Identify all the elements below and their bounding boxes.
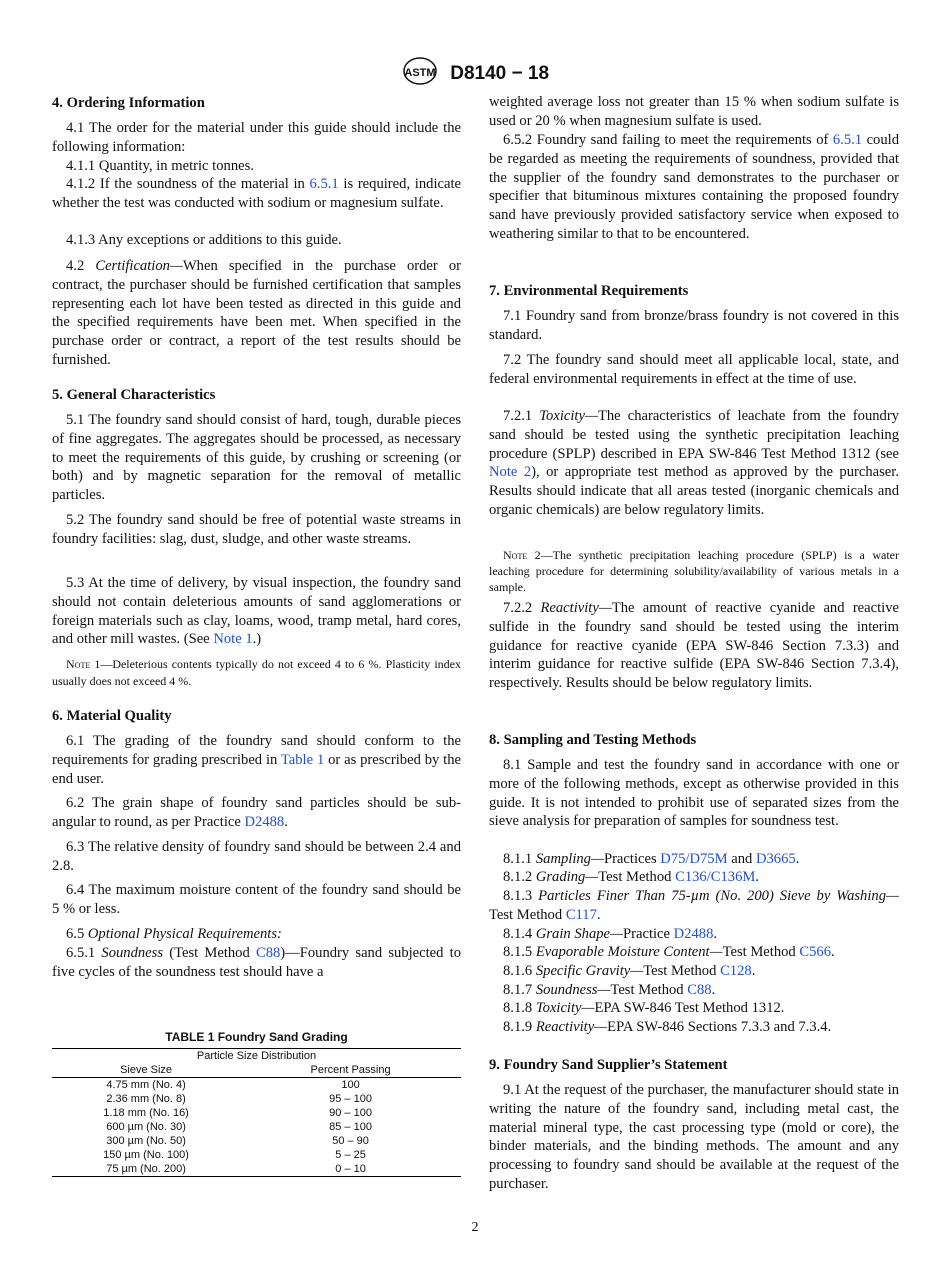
text-segment: 7. Environmental Requirements [489, 283, 689, 299]
paragraph [52, 925, 461, 944]
text-segment: weighted average loss not greater than 15 % when sodium sulfate is used or 20 % when magnesium sulfate is used. [489, 94, 899, 129]
paragraph [489, 407, 899, 520]
text-segment: or as prescribed by the end user. [52, 751, 461, 787]
paragraph [489, 599, 899, 693]
paragraph [489, 925, 899, 944]
text-segment: 4. Ordering Information [52, 95, 205, 111]
astm-logo-icon [401, 56, 439, 92]
text-segment: 9. Foundry Sand Supplier’s Statement [489, 1057, 728, 1073]
page-number: 2 [471, 1220, 479, 1235]
text-segment: 2—The synthetic precipitation leaching procedure (SPLP) is a water leaching procedure for determining solubility/availability of various metals in a sample. [489, 548, 899, 594]
paragraph [52, 257, 461, 370]
percent-passing-cell: 50 – 90 [332, 1135, 369, 1147]
sieve-size-cell: 150 µm (No. 100) [103, 1149, 189, 1161]
sieve-size-cell: 300 µm (No. 50) [106, 1135, 186, 1147]
table-1 [52, 1030, 461, 1177]
text-segment: Certification— [95, 258, 183, 274]
text-segment: Note [66, 657, 91, 671]
text-segment: Test Method [489, 906, 566, 923]
sieve-size-cell: 1.18 mm (No. 16) [103, 1107, 189, 1119]
paragraph [489, 981, 899, 1000]
text-segment: Practice [623, 926, 674, 942]
table-row [52, 1134, 461, 1148]
paragraph [489, 887, 899, 925]
text-segment: . [711, 982, 716, 998]
document-designation: D8140 − 18 [450, 63, 550, 85]
text-segment: ), or appropriate test method as approved by the purchaser. Results should indicate that all areas tested (inorganic chemicals and organic chemicals) are below regulatory limits. [489, 464, 899, 518]
text-segment: Grain Shape— [535, 926, 624, 942]
reference-link[interactable]: Table 1 [280, 751, 325, 768]
table-row [52, 1162, 461, 1177]
text-segment: 8. Sampling and Testing Methods [489, 732, 697, 748]
text-segment: 8.1.7 [503, 982, 536, 998]
text-segment: Sampling— [535, 851, 604, 867]
paragraph [52, 511, 461, 549]
text-segment: 1—Deleterious contents typically do not exceed 4 to 6 %. Plasticity index usually does not exceed 4 %. [52, 657, 461, 688]
note [52, 656, 461, 690]
reference-link[interactable]: D3665 [755, 851, 796, 867]
table-row [52, 1148, 461, 1162]
section-heading [489, 282, 899, 301]
reference-link[interactable]: Note 1 [213, 631, 253, 648]
reference-link[interactable]: C117 [565, 906, 597, 923]
paragraph [52, 411, 461, 505]
reference-link[interactable]: C88 [687, 982, 712, 998]
section-heading [489, 1056, 899, 1075]
text-segment: Reactivity— [535, 1019, 608, 1035]
reference-link[interactable]: C128 [720, 963, 752, 979]
text-segment: could be regarded as meeting the requirements of soundness, provided that the supplier of the foundry sand demonstrates to the purchaser or specifier that bituminous mixtures containing the proposed foundry sand have previously provided satisfactory service when exposed to weathering similar to that to be encountered. [489, 132, 899, 242]
paragraph [52, 157, 461, 176]
text-segment: 5. General Characteristics [52, 387, 216, 403]
paragraph [52, 231, 461, 250]
text-segment: 8.1.5 [503, 944, 536, 960]
text-segment: 6.5 [66, 926, 88, 942]
text-segment: 8.1 Sample and test the foundry sand in accordance with one or more of the following methods, except as otherwise provided in this guide. It is not intended to prohibit use of separated sizes from the sieve analysis for preparation of samples for soundness test. [489, 757, 899, 830]
paragraph [52, 794, 461, 832]
text-segment: 8.1.2 [503, 869, 536, 885]
text-segment: Reactivity— [540, 600, 612, 616]
text-segment: When specified in the purchase order or contract, the purchaser should be furnished certification that samples representing each lot have been tested as directed in this guide and the specified requirements have been met. When specified in the purchase order or contract, a report of the test results should be furnished. [52, 258, 461, 368]
column-header-percent-passing: Percent Passing [240, 1063, 461, 1078]
text-segment: . [755, 869, 760, 885]
text-segment: . [795, 851, 800, 867]
text-segment: 6.4 The maximum moisture content of the foundry sand should be 5 % or less. [52, 882, 461, 917]
column-header-sieve-size: Sieve Size [52, 1063, 240, 1078]
reference-link[interactable]: 6.5.1 [309, 176, 339, 192]
text-segment: EPA SW-846 Test Method 1312. [594, 1000, 785, 1016]
text-segment: Test Method [643, 963, 721, 979]
paragraph [52, 574, 461, 649]
sieve-size-cell: 600 µm (No. 30) [106, 1121, 186, 1133]
table-row [52, 1120, 461, 1134]
paragraph [52, 944, 461, 982]
text-segment: 8.1.6 [503, 963, 536, 979]
text-segment: Practices [603, 851, 661, 867]
text-segment: 8.1.3 [503, 888, 539, 904]
paragraph [52, 881, 461, 919]
text-segment: . [596, 906, 601, 923]
text-segment: . [284, 813, 288, 830]
paragraph [52, 732, 461, 788]
text-segment: 5.3 At the time of delivery, by visual inspection, the foundry sand should not contain deleterious amounts of sand agglomerations or foreign materials such as clay, loams, wood, tramp metal, hard cores, and other mill wastes. (See [52, 575, 461, 648]
text-segment: 9.1 At the request of the purchaser, the manufacturer should state in writing the nature of the foundry sand, including metal cast, the material mineral type, the cast processing type (mold or core), the binder materials, and the binding methods. The amount and any processing to foundry sand should be available at the request of the purchaser. [489, 1082, 899, 1192]
paragraph [489, 1081, 899, 1194]
text-segment: .) [252, 631, 262, 648]
table-row [52, 1092, 461, 1106]
paragraph [489, 307, 899, 345]
text-segment: 6. Material Quality [52, 708, 172, 724]
paragraph [489, 131, 899, 244]
svg-text:ASTM: ASTM [404, 67, 436, 79]
text-segment: Toxicity— [535, 1000, 595, 1016]
text-segment: Test Method [598, 869, 676, 885]
text-segment: The amount of reactive cyanide and reactive sulfide in the foundry sand should be tested using the interim guidance for reactive cyanide (EPA SW-846 Section 7.3.3) and interim guidance for reactive sulfide (EPA SW-846 Section 7.3.4), respectively. Results should be below regulatory limits. [489, 600, 899, 692]
paragraph [489, 943, 899, 962]
paragraph [52, 175, 461, 213]
text-segment: Soundness [101, 945, 164, 961]
text-segment: EPA SW-846 Sections 7.3.3 and 7.3.4. [607, 1019, 832, 1035]
paragraph [489, 999, 899, 1018]
text-segment: 6.2 The grain shape of foundry sand particles should be sub-angular to round, as per Practice [52, 795, 461, 830]
reference-link[interactable]: C566 [799, 944, 832, 960]
table-caption: TABLE 1 Foundry Sand Grading [165, 1030, 348, 1044]
text-segment: Test Method [722, 944, 800, 960]
section-heading [489, 731, 899, 750]
text-segment: 6.5.1 [66, 945, 102, 961]
text-segment: 6.1 The grading of the foundry sand should conform to the requirements for grading prescribed in [52, 733, 461, 768]
reference-link[interactable]: 6.5.1 [832, 132, 863, 148]
text-segment: 4.1.3 Any exceptions or additions to this guide. [66, 232, 342, 248]
paragraph [489, 868, 899, 887]
text-segment: and [727, 851, 756, 867]
text-segment: Note [503, 548, 528, 562]
text-segment: Particles Finer Than 75-µm (No. 200) Sieve by Washing— [538, 888, 899, 904]
text-segment: 7.2.2 [503, 600, 541, 616]
text-segment: 4.1.1 Quantity, in metric tonnes. [66, 158, 254, 174]
text-segment: 8.1.4 [503, 926, 536, 942]
text-segment: 5.1 The foundry sand should consist of hard, tough, durable pieces of fine aggregates. The aggregates should be processed, as necessary to meet the requirements of this guide, by crushing or screening (or both) and by magnetic separation for the removal of metallic particles. [52, 412, 461, 504]
paragraph [489, 962, 899, 981]
grading-table [52, 1048, 461, 1177]
text-segment: 8.1.1 [503, 851, 536, 867]
reference-link[interactable]: D2488 [244, 813, 285, 830]
reference-link[interactable]: Note 2 [489, 464, 532, 481]
table-row [52, 1078, 461, 1093]
paragraph [489, 351, 899, 389]
text-segment: 4.2 [66, 258, 96, 274]
text-segment: Soundness— [535, 982, 611, 998]
paragraph [489, 93, 899, 131]
page-header [0, 56, 950, 92]
text-segment: Evaporable Moisture Content— [535, 944, 723, 960]
percent-passing-cell: 0 – 10 [335, 1163, 366, 1175]
text-segment: 8.1.8 [503, 1000, 536, 1016]
table-group-header: Particle Size Distribution [196, 1050, 317, 1062]
text-segment: is required, indicate whether the test was conducted with sodium or magnesium sulfate. [52, 176, 461, 211]
sieve-size-cell: 75 µm (No. 200) [106, 1163, 186, 1175]
percent-passing-cell: 85 – 100 [329, 1121, 372, 1133]
text-segment: Grading— [535, 869, 599, 885]
text-segment: (Test Method [163, 945, 256, 961]
percent-passing-cell: 95 – 100 [329, 1093, 372, 1105]
text-segment: 4.1 The order for the material under this guide should include the following information: [52, 120, 461, 155]
note [489, 547, 899, 595]
text-segment: 8.1.9 [503, 1019, 536, 1035]
text-segment: 7.2 The foundry sand should meet all applicable local, state, and federal environmental requirements in effect at the time of use. [489, 352, 899, 387]
text-segment: 7.1 Foundry sand from bronze/brass foundry is not covered in this standard. [489, 308, 899, 343]
paragraph [52, 119, 461, 157]
text-segment: . [831, 944, 835, 960]
text-segment: 4.1.2 If the soundness of the material in [66, 176, 310, 192]
text-segment: . [751, 963, 756, 979]
text-segment: Test Method [610, 982, 688, 998]
text-segment: Optional Physical Requirements: [87, 926, 282, 942]
text-segment: . [713, 926, 718, 942]
text-segment: The characteristics of leachate from the foundry sand should be tested using the synthetic precipitation leaching procedure (SPLP) described in EPA SW-846 Test Method 1312 (see [489, 408, 899, 462]
sieve-size-cell: 4.75 mm (No. 4) [106, 1079, 186, 1091]
reference-link[interactable]: C88 [255, 945, 281, 961]
percent-passing-cell: 100 [341, 1079, 360, 1091]
text-segment: 7.2.1 [503, 408, 540, 424]
section-heading [52, 94, 461, 113]
sieve-size-cell: 2.36 mm (No. 8) [106, 1093, 186, 1105]
percent-passing-cell: 5 – 25 [335, 1149, 366, 1161]
reference-link[interactable]: C136/C136M [675, 869, 756, 885]
text-segment: Toxicity— [539, 408, 598, 424]
reference-link[interactable]: D75/D75M [660, 851, 728, 867]
section-heading [52, 707, 461, 726]
paragraph [52, 838, 461, 876]
text-segment: Specific Gravity— [535, 963, 644, 979]
text-segment: 6.5.2 Foundry sand failing to meet the requirements of [503, 132, 833, 148]
text-segment: )—Foundry sand subjected to five cycles of the soundness test should have a [52, 945, 462, 980]
section-heading [52, 386, 461, 405]
percent-passing-cell: 90 – 100 [329, 1107, 372, 1119]
table-row [52, 1106, 461, 1120]
paragraph [489, 1018, 899, 1037]
paragraph [489, 756, 899, 831]
reference-link[interactable]: D2488 [673, 926, 714, 942]
text-segment: 6.3 The relative density of foundry sand should be between 2.4 and 2.8. [52, 839, 461, 874]
text-segment: 5.2 The foundry sand should be free of potential waste streams in foundry facilities: slag, dust, sludge, and other waste streams. [52, 512, 461, 547]
paragraph [489, 850, 899, 869]
